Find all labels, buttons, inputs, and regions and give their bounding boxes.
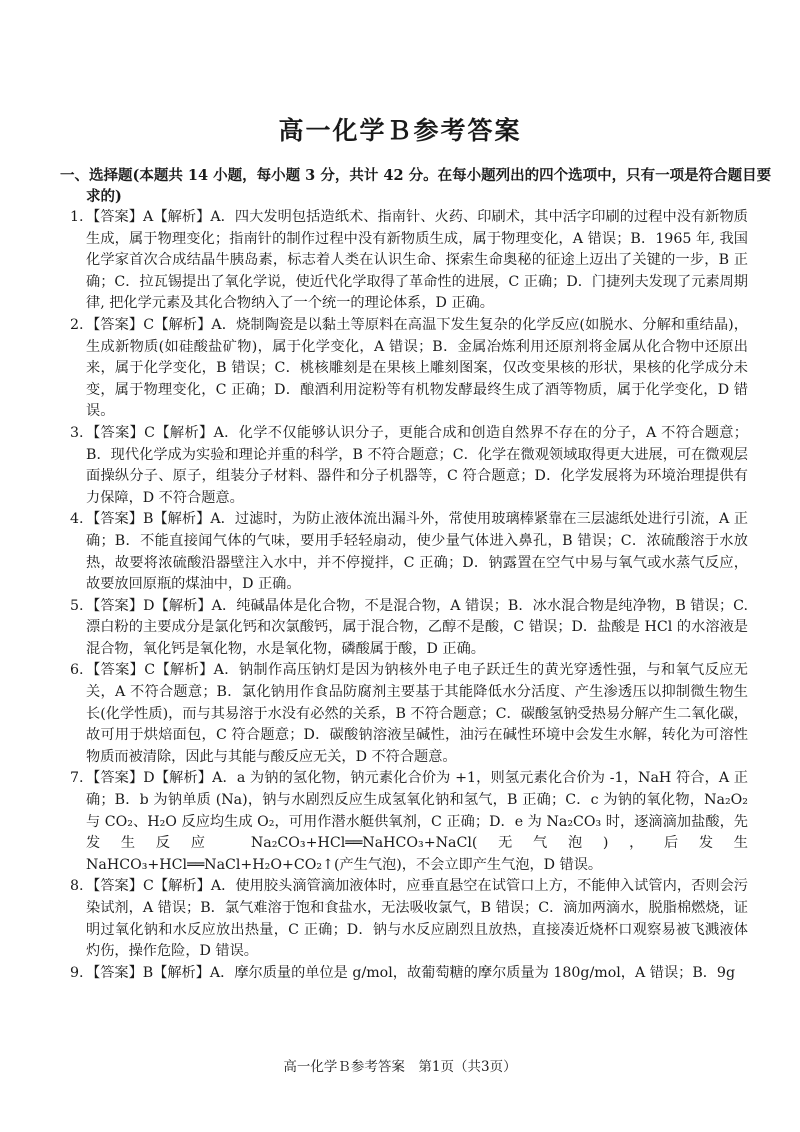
item-number: 3. (70, 424, 84, 441)
item-text: 【答案】B【解析】A．摩尔质量的单位是 g/mol，故葡萄糖的摩尔质量为 180g/mol，A 错误；B．9g (86, 964, 736, 981)
item-text: 【答案】D【解析】A．a 为钠的氢化物，钠元素化合价为 +1，则氢元素化合价为 -1，NaH 符合，A 正确；B．b 为钠单质 (Na)，钠与水剧烈反应生成氢氧化钠和氢气，B 正确；C．c 为钠的氧化物，Na₂O₂ 与 CO₂、H₂O 反应均生成 O₂，可用作潜水艇供氧剂，C 正确；D．e 为 Na₂CO₃ 时，逐滴滴加盐酸，先发生反应 Na₂CO₃+HCl══NaHCO₃+NaCl(无气泡)，后发生 NaHCO₃+HCl══NaCl+H₂O+CO₂↑(产生气泡)，不会立即产生气泡，D 错误。 (86, 770, 748, 873)
answer-item-3 (60, 423, 748, 509)
answer-list (60, 207, 748, 984)
item-number: 8. (70, 878, 84, 895)
answer-item-5 (60, 596, 748, 661)
page-footer: 高一化学Ｂ参考答案 第1页（共3页） (283, 1059, 517, 1075)
item-text: 【答案】C【解析】A．钠制作高压钠灯是因为钠核外电子电子跃迁生的黄光穿透性强，与和氧气反应无关，A 不符合题意；B．氯化钠用作食品防腐剂主要基于其能降低水分活度、产生渗透压以抑制微生物生长(化学性质)，而与其易溶于水没有必然的关系，B 不符合题意；C．碳酸氢钠受热易分解产生二氧化碳，故可用于烘焙面包，C 符合题意；D．碳酸钠溶液呈碱性，油污在碱性环境中会发生水解，转化为可溶性物质而被清除，因此与其能与酸反应无关，D 不符合题意。 (86, 662, 748, 765)
answer-item-4 (60, 509, 748, 595)
answer-item-9 (60, 963, 748, 985)
item-text: 【答案】D【解析】A．纯碱晶体是化合物，不是混合物，A 错误；B．冰水混合物是纯净物，B 错误；C. 漂白粉的主要成分是氯化钙和次氯酸钙，属于混合物，乙醇不是酸，C 错误；D．盐酸是 HCl 的水溶液是混合物，氧化钙是氧化物，水是氧化物，磷酸属于酸，D 正确。 (86, 597, 748, 657)
item-text: 【答案】B【解析】A．过滤时，为防止液体流出漏斗外，常使用玻璃棒紧靠在三层滤纸处进行引流，A 正确；B．不能直接闻气体的气味，要用手轻轻扇动，使少量气体进入鼻孔，B 错误；C．浓硫酸溶于水放热，故要将浓硫酸沿器壁注入水中，并不停搅拌，C 正确；D．钠露置在空气中易与氧气或水蒸气反应，故要放回原瓶的煤油中，D 正确。 (86, 511, 748, 593)
answer-item-6 (60, 660, 748, 768)
answer-item-2 (60, 315, 748, 423)
item-number: 5. (70, 597, 84, 614)
answer-item-1 (60, 207, 748, 315)
item-text: 【答案】C【解析】A．化学不仅能够认识分子，更能合成和创造自然界不存在的分子，A 不符合题意；B．现代化学成为实验和理论并重的科学，B 不符合题意；C．化学在微观领域取得更大进展，可在微观层面操纵分子、原子，组装分子材料、器件和分子机器等，C 符合题意；D．化学发展将为环境治理提供有力保障，D 不符合题意。 (86, 424, 748, 506)
answer-item-8 (60, 876, 748, 962)
item-number: 6. (70, 662, 84, 679)
section-heading: 一、选择题(本题共 14 小题，每小题 3 分，共计 42 分。在每小题列出的四个选项中，只有一项是符合题目要求的) (60, 167, 772, 205)
item-number: 7. (70, 770, 84, 787)
item-text: 【答案】C【解析】A．使用胶头滴管滴加液体时，应垂直悬空在试管口上方，不能伸入试管内，否则会污染试剂，A 错误；B．氯气难溶于饱和食盐水，无法吸收氯气，B 错误；C．滴加两滴水，脱脂棉燃烧，证明过氧化钠和水反应放出热量，C 正确；D．钠与水反应剧烈且放热，直接凑近烧杯口观察易被飞溅液体灼伤，操作危险，D 错误。 (86, 878, 748, 960)
item-number: 1. (70, 209, 84, 225)
item-text: 【答案】A【解析】A．四大发明包括造纸术、指南针、火药、印刷术，其中活字印刷的过程中没有新物质生成，属于物理变化；指南针的制作过程中没有新物质生成，属于物理变化，A 错误；B．1965 年, 我国化学家首次合成结晶牛胰岛素，标志着人类在认识生命、探索生命奥秘的征途上迈出了关键的一步，B 正确；C．拉瓦锡提出了氧化学说，使近代化学取得了革命性的进展，C 正确；D．门捷列夫发现了元素周期律, 把化学元素及其化合物纳入了一个统一的理论体系，D 正确。 (86, 209, 748, 312)
item-text: 【答案】C【解析】A．烧制陶瓷是以黏土等原料在高温下发生复杂的化学反应(如脱水、分解和重结晶)，生成新物质(如硅酸盐矿物)，属于化学变化，A 错误；B．金属冶炼利用还原剂将金属从化合物中还原出来，属于化学变化，B 错误；C．桃核雕刻是在果核上雕刻图案，仅改变果核的形状，果核的化学成分未变，属于物理变化，C 正确；D．酿酒利用淀粉等有机物发酵最终生成了酒等物质，属于化学变化，D 错误。 (86, 316, 748, 420)
item-number: 4. (70, 511, 84, 528)
answer-item-7 (60, 768, 748, 876)
item-number: 2. (70, 316, 84, 333)
item-number: 9. (70, 964, 84, 981)
page-title: 高一化学Ｂ参考答案 (278, 116, 522, 145)
